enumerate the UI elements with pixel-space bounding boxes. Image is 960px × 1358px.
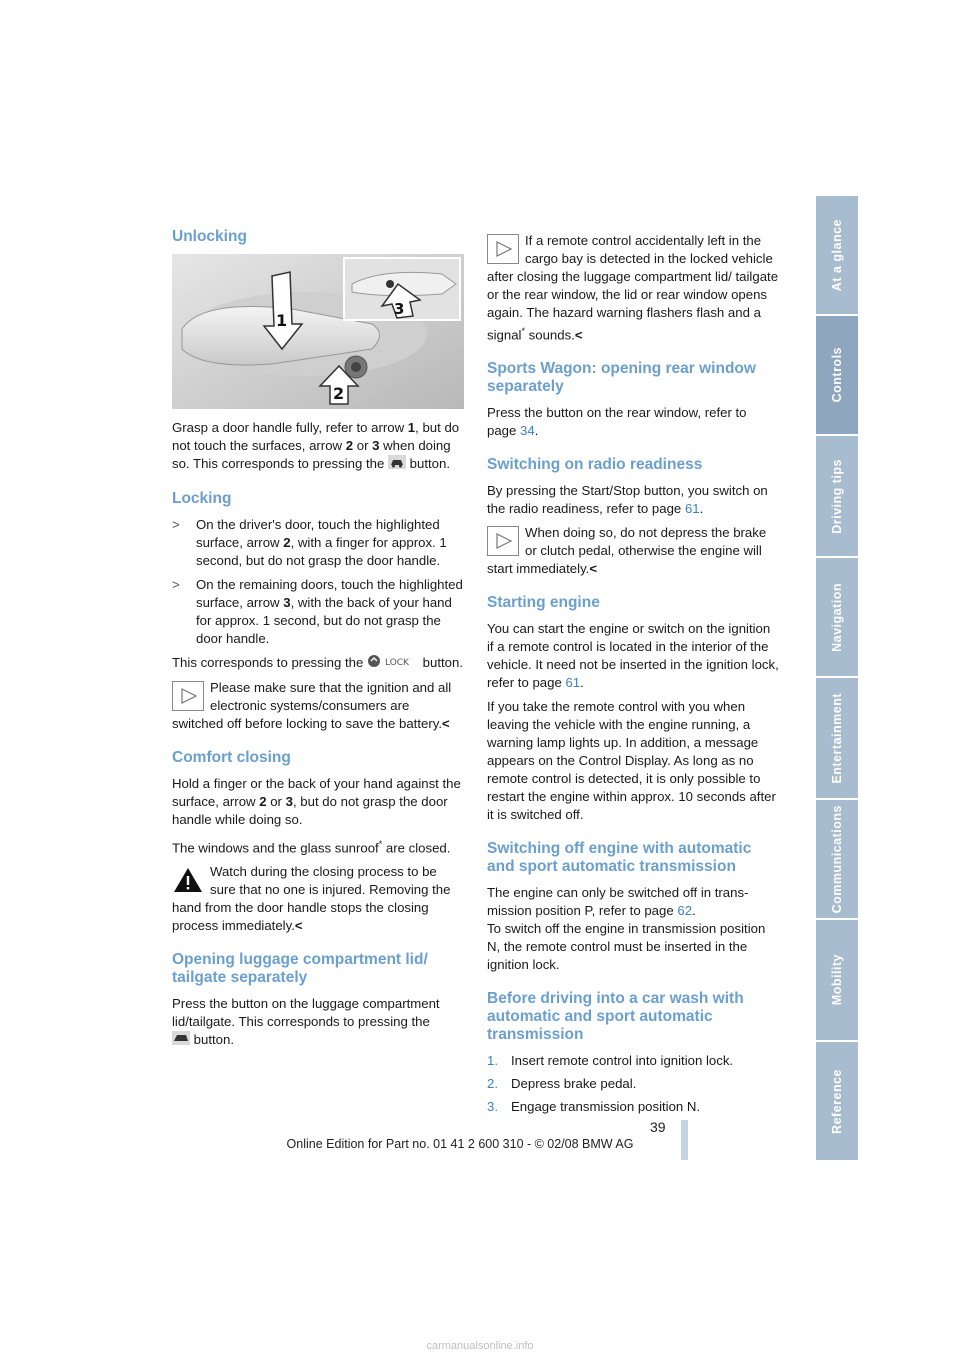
locking-heading: Locking [172,490,232,508]
starting-engine-text-2: If you take the remote control with you when leaving the vehicle with the engine running, a warning lamp lights up. In addition, a message appears on the Control Display. As long as no remote control is detected, it is only possible to restart the engine within approx. 10 seconds after it is switched off. [487,699,776,823]
warning-icon [172,865,204,895]
starting-engine-heading: Starting engine [487,594,600,612]
comfort-closing-heading: Comfort closing [172,749,291,767]
note-block: When doing so, do not depress the brake or clutch pedal, otherwise the engine will start immediately.< [487,525,767,577]
page-number: 39 [650,1119,666,1135]
unlocking-text: Grasp a door handle fully, refer to arrow 1, but do not touch the surfaces, arrow 2 or 3 when doing so. This corresponds to pressing the button. [172,419,464,474]
list-item: 3. Engage transmission position N. [487,1099,701,1115]
tailgate-button-icon [172,1031,190,1050]
tab-controls[interactable]: Controls [816,316,858,436]
radio-readiness-text: By pressing the Start/Stop button, you switch on the radio readiness, refer to page 61. [487,483,768,517]
lock-button-icon [367,654,419,673]
figure-label-3: 3 [394,300,405,318]
chapter-sidebar [816,196,858,1160]
list-item: 1. Insert remote control into ignition lock. [487,1053,734,1069]
footer-text: Online Edition for Part no. 01 41 2 600 310 - © 02/08 BMW AG [286,1137,634,1151]
luggage-heading: Opening luggage compartment lid/ tailgate separately [172,951,428,987]
tab-at-a-glance[interactable]: At a glance [816,196,858,316]
list-item: 2. Depress brake pedal. [487,1076,637,1092]
right-column [487,228,779,1121]
tab-communications[interactable]: Communications [816,800,858,920]
note-icon [487,526,519,556]
list-item: > On the remaining doors, touch the highlighted surface, arrow 3, with the back of your hand for approx. 1 second, but do not grasp the door handle. [172,577,463,647]
switch-off-heading: Switching off engine with automatic and sport automatic transmission [487,840,752,876]
figure-label-1: 1 [276,311,288,330]
radio-readiness-heading: Switching on radio readiness [487,456,703,474]
luggage-text: Press the button on the luggage compartment lid/tailgate. This corresponds to pressing the button. [172,995,464,1050]
comfort-text-2: The windows and the glass sunroof* are closed. [172,839,451,856]
watermark: carmanualsonline.info [426,1340,534,1352]
page-link[interactable]: 34 [520,423,535,439]
tab-mobility[interactable]: Mobility [816,920,858,1042]
sports-wagon-text: Press the button on the rear window, refer to page 34. [487,405,747,439]
note-icon [172,681,204,711]
unlocking-heading: Unlocking [172,228,247,245]
sports-wagon-heading: Sports Wagon: opening rear window separately [487,360,756,396]
comfort-text-1: Hold a finger or the back of your hand against the surface, arrow 2 or 3, but do not grasp the door handle while doing so. [172,776,461,828]
door-handle-illustration [172,254,464,409]
note-icon [487,234,519,264]
note-block: Please make sure that the ignition and all electronic systems/consumers are switched off before locking to save the battery.< [172,680,452,732]
tab-navigation[interactable]: Navigation [816,558,858,678]
page-link[interactable]: 62 [677,903,693,919]
tab-driving-tips[interactable]: Driving tips [816,436,858,558]
list-item: > On the driver's door, touch the highlighted surface, arrow 2, with a finger for approx. 1 second, but do not grasp the door handle. [172,517,447,569]
lock-label: LOCK [384,658,409,669]
note-block: If a remote control accidentally left in the cargo bay is detected in the locked vehicle after closing the luggage compartment lid/ tailgate or the rear window, the lid or rear window opens again. The hazard warning flashers flash and a signal* sounds.< [487,233,779,343]
left-column [172,228,464,1056]
car-unlock-icon [388,455,406,474]
starting-engine-text-1: You can start the engine or switch on the ignition if a remote control is located in the interior of the vehicle. It need not be inserted in the ignition lock, refer to page 61. [487,621,779,691]
car-wash-heading: Before driving into a car wash with automatic and sport automatic transmission [487,990,744,1044]
tab-entertainment[interactable]: Entertainment [816,678,858,800]
page-link[interactable]: 61 [565,675,581,691]
figure-label-2: 2 [333,384,345,403]
switch-off-text-2: To switch off the engine in transmission position N, the remote control must be inserted in the ignition lock. [487,921,766,973]
door-handle-figure [172,254,464,409]
tab-reference[interactable]: Reference [816,1042,858,1162]
switch-off-text-1: The engine can only be switched off in transmission position P, refer to page 62. [487,885,749,919]
lock-correspondence-text: This corresponds to pressing the LOCK button. [172,654,464,673]
page-link[interactable]: 61 [684,501,700,517]
warning-block: Watch during the closing process to be sure that no one is injured. Removing the hand from the door handle stops the closing process immediately.< [172,864,451,934]
